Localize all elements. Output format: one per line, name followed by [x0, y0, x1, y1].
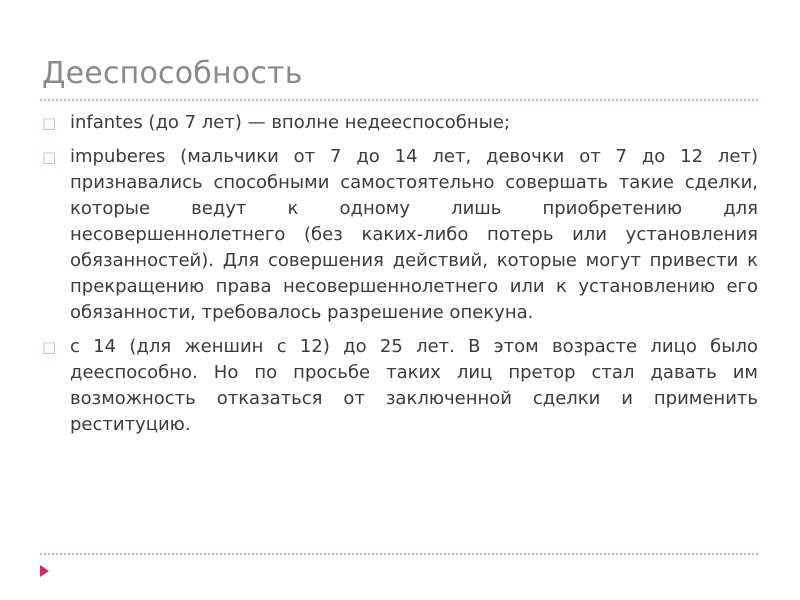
bullet-text: impuberes (мальчики от 7 до 14 лет, девочки от 7 до 12 лет) признавались способными самостоятельно совершать такие сделки, которые ведут к одному лишь приобретению для несовершеннолетнего (без каких-либо потерь или установления обязанностей). Для совершения действий, которые могут привести к прекращению права несовершеннолетнего или к установлению его обязанности, требовалось разрешение опекуна. [70, 146, 758, 323]
slide-title: Дееспособность [42, 56, 303, 91]
bullet-text: infantes (до 7 лет) — вполне недееспособные; [70, 112, 511, 133]
title-divider [40, 99, 758, 101]
hollow-square-bullet-icon: □ [42, 148, 57, 166]
play-arrow-icon[interactable] [40, 565, 49, 577]
hollow-square-bullet-icon: □ [42, 338, 57, 356]
list-item [42, 110, 758, 136]
bullet-list [42, 110, 758, 446]
footer-divider [40, 553, 758, 555]
list-item [42, 334, 758, 438]
hollow-square-bullet-icon: □ [42, 114, 57, 132]
list-item [42, 144, 758, 326]
bullet-text: с 14 (для женшин с 12) до 25 лет. В этом возрасте лицо было дееспособно. Но по просьбе таких лиц претор стал давать им возможность отказаться от заключенной сделки и применить реституцию. [70, 336, 758, 435]
